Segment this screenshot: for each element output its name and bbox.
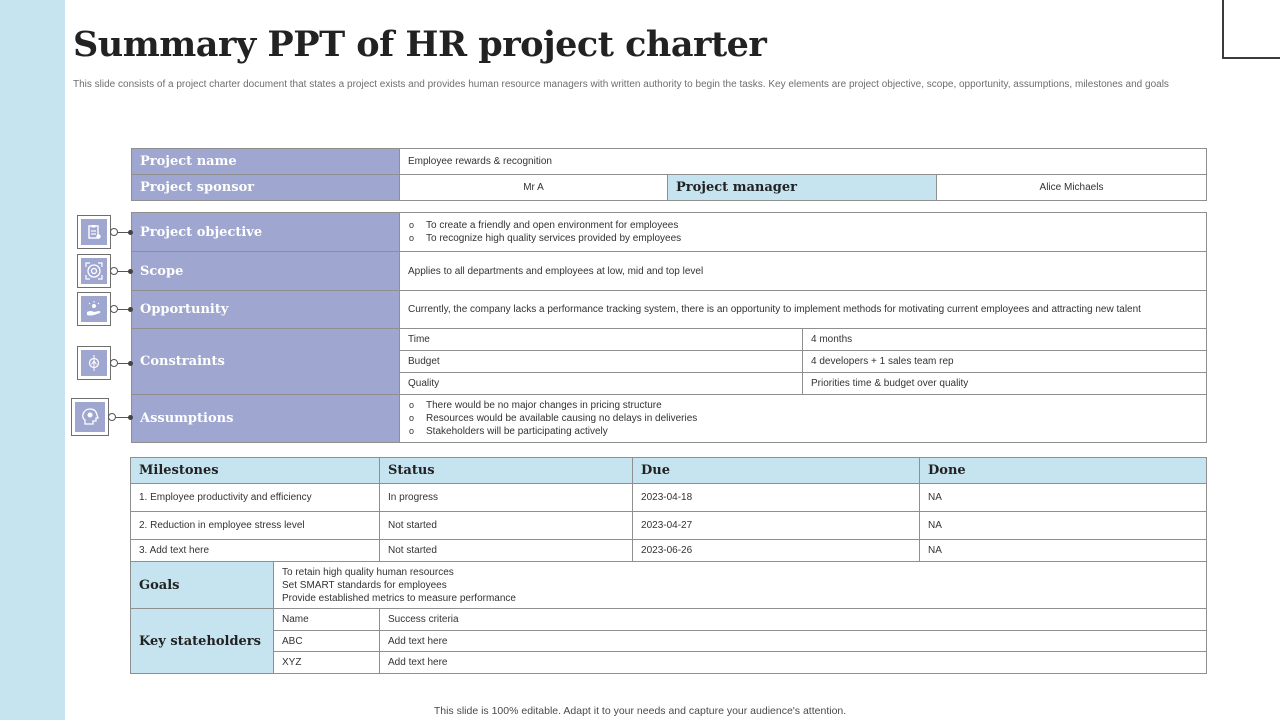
assumption-item: o Resources would be available causing no delays in deliveries (408, 412, 1198, 425)
assumptions-label: Assumptions (132, 395, 400, 443)
due-header: Due (633, 458, 920, 484)
milestone-done: NA (920, 484, 1207, 512)
objective-item: o To create a friendly and open environment for employees (408, 219, 1198, 232)
milestone-done: NA (920, 512, 1207, 540)
assumptions-icon-box (71, 398, 109, 436)
target-icon (85, 262, 103, 280)
table-row (131, 512, 1207, 540)
objective-value (400, 213, 1207, 252)
constraint-value: 4 months (803, 329, 1207, 351)
done-header: Done (920, 458, 1207, 484)
clipboard-icon (86, 224, 102, 240)
milestone-due: 2023-04-18 (633, 484, 920, 512)
milestone-name: 3. Add text here (131, 540, 380, 562)
head-idea-icon (80, 407, 100, 427)
left-accent-strip (0, 0, 65, 720)
stakeholder-criteria: Add text here (380, 652, 1207, 674)
milestone-status: Not started (380, 540, 633, 562)
assumption-item: o Stakeholders will be participating actively (408, 425, 1198, 438)
page-subtitle: This slide consists of a project charter document that states a project exists and provides human resource managers with written authority to begin the tasks. Key elements are project objective, scope, opportunity, assumptions, milestones and goals (73, 79, 1169, 90)
project-sponsor-value: Mr A (400, 175, 668, 201)
goals-value (274, 562, 1207, 609)
milestone-status: In progress (380, 484, 633, 512)
stakeholder-name: Name (274, 609, 380, 631)
hand-opportunity-icon (85, 300, 103, 318)
milestone-status: Not started (380, 512, 633, 540)
scope-value: Applies to all departments and employees at low, mid and top level (400, 252, 1207, 291)
opportunity-connector-dot (128, 307, 133, 312)
balance-icon (85, 354, 103, 372)
constraint-name: Budget (400, 351, 803, 373)
milestone-name: 1. Employee productivity and efficiency (131, 484, 380, 512)
footer-note: This slide is 100% editable. Adapt it to your needs and capture your audience's attention. (433, 705, 847, 717)
stakeholder-criteria: Success criteria (380, 609, 1207, 631)
scope-icon-box (77, 254, 111, 288)
objective-item: o To recognize high quality services provided by employees (408, 232, 1198, 245)
constraints-icon-box (77, 346, 111, 380)
project-name-value: Employee rewards & recognition (400, 149, 1207, 175)
objective-connector-dot (128, 230, 133, 235)
project-manager-value: Alice Michaels (937, 175, 1207, 201)
project-manager-label: Project manager (668, 175, 937, 201)
assumptions-value (400, 395, 1207, 443)
corner-frame-decoration (1222, 0, 1280, 59)
stakeholder-name: XYZ (274, 652, 380, 674)
constraint-value: Priorities time & budget over quality (803, 373, 1207, 395)
objective-label: Project objective (132, 213, 400, 252)
goal-item: To retain high quality human resources (282, 566, 454, 578)
opportunity-icon-box (77, 292, 111, 326)
objective-icon-box (77, 215, 111, 249)
constraint-name: Quality (400, 373, 803, 395)
project-name-label: Project name (132, 149, 400, 175)
goal-item: Provide established metrics to measure performance (282, 592, 516, 604)
constraints-label: Constraints (132, 329, 400, 395)
project-details-table (131, 212, 1207, 443)
opportunity-value: Currently, the company lacks a performance tracking system, there is an opportunity to implement methods for motivating current employees and attracting new talent (400, 291, 1207, 329)
constraints-connector-dot (128, 361, 133, 366)
stakeholder-criteria: Add text here (380, 631, 1207, 652)
milestone-done: NA (920, 540, 1207, 562)
scope-label: Scope (132, 252, 400, 291)
scope-connector-dot (128, 269, 133, 274)
milestones-table (130, 457, 1207, 674)
stakeholder-name: ABC (274, 631, 380, 652)
status-header: Status (380, 458, 633, 484)
opportunity-label: Opportunity (132, 291, 400, 329)
table-row (131, 540, 1207, 562)
milestone-due: 2023-06-26 (633, 540, 920, 562)
constraint-value: 4 developers + 1 sales team rep (803, 351, 1207, 373)
milestones-header: Milestones (131, 458, 380, 484)
table-row (131, 484, 1207, 512)
goal-item: Set SMART standards for employees (282, 579, 447, 591)
milestone-due: 2023-04-27 (633, 512, 920, 540)
project-info-table (131, 148, 1207, 201)
assumption-item: o There would be no major changes in pricing structure (408, 399, 1198, 412)
stakeholders-label: Key stateholders (131, 609, 274, 674)
milestone-name: 2. Reduction in employee stress level (131, 512, 380, 540)
constraint-name: Time (400, 329, 803, 351)
goals-label: Goals (131, 562, 274, 609)
project-sponsor-label: Project sponsor (132, 175, 400, 201)
page-title: Summary PPT of HR project charter (73, 24, 767, 65)
assumptions-connector-dot (128, 415, 133, 420)
